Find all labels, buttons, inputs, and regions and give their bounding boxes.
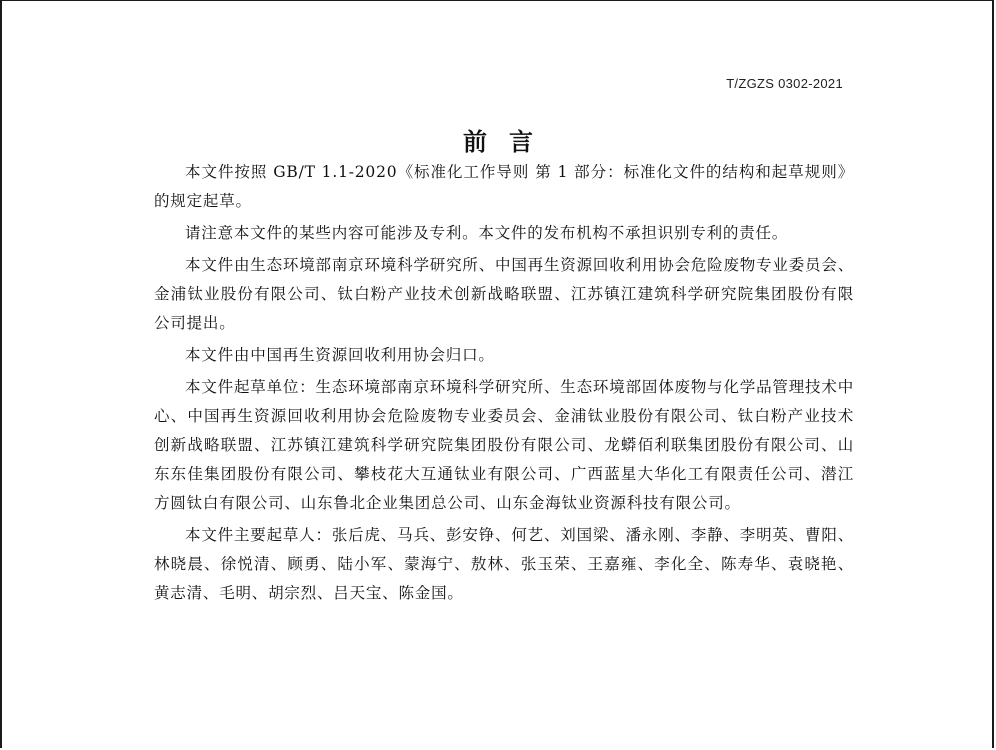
paragraph-patent-notice: 请注意本文件的某些内容可能涉及专利。本文件的发布机构不承担识别专利的责任。: [185, 224, 789, 242]
document-body: [154, 158, 854, 611]
paragraph-administrator: 本文件由中国再生资源回收利用协会归口。: [185, 346, 495, 364]
paragraph-proposers: 本文件由生态环境部南京环境科学研究所、中国再生资源回收利用协会危险废物专业委员会、金浦钛业股份有限公司、钛白粉产业技术创新战略联盟、江苏镇江建筑科学研究院集团股份有限公司提出。: [154, 256, 854, 332]
paragraph-drafting-rules: 本文件按照 GB/T 1.1-2020《标准化工作导则 第 1 部分：标准化文件的结构和起草规则》的规定起草。: [154, 163, 854, 210]
page-title: 前言: [463, 128, 555, 156]
document-code: T/ZGZS 0302-2021: [726, 76, 843, 91]
paragraph-drafters: 本文件主要起草人：张后虎、马兵、彭安铮、何艺、刘国梁、潘永刚、李静、李明英、曹阳、林晓晨、徐悦清、顾勇、陆小军、蒙海宁、敖林、张玉荣、王嘉雍、李化全、陈寿华、袁晓艳、黄志清、毛明、胡宗烈、吕天宝、陈金国。: [154, 526, 854, 602]
paragraph-drafting-units: 本文件起草单位：生态环境部南京环境科学研究所、生态环境部固体废物与化学品管理技术中心、中国再生资源回收利用协会危险废物专业委员会、金浦钛业股份有限公司、钛白粉产业技术创新战略联盟、江苏镇江建筑科学研究院集团股份有限公司、龙蟒佰利联集团股份有限公司、山东东佳集团股份有限公司、攀枝花大互通钛业有限公司、广西蓝星大华化工有限责任公司、潜江方圆钛白有限公司、山东鲁北企业集团总公司、山东金海钛业资源科技有限公司。: [154, 378, 854, 512]
